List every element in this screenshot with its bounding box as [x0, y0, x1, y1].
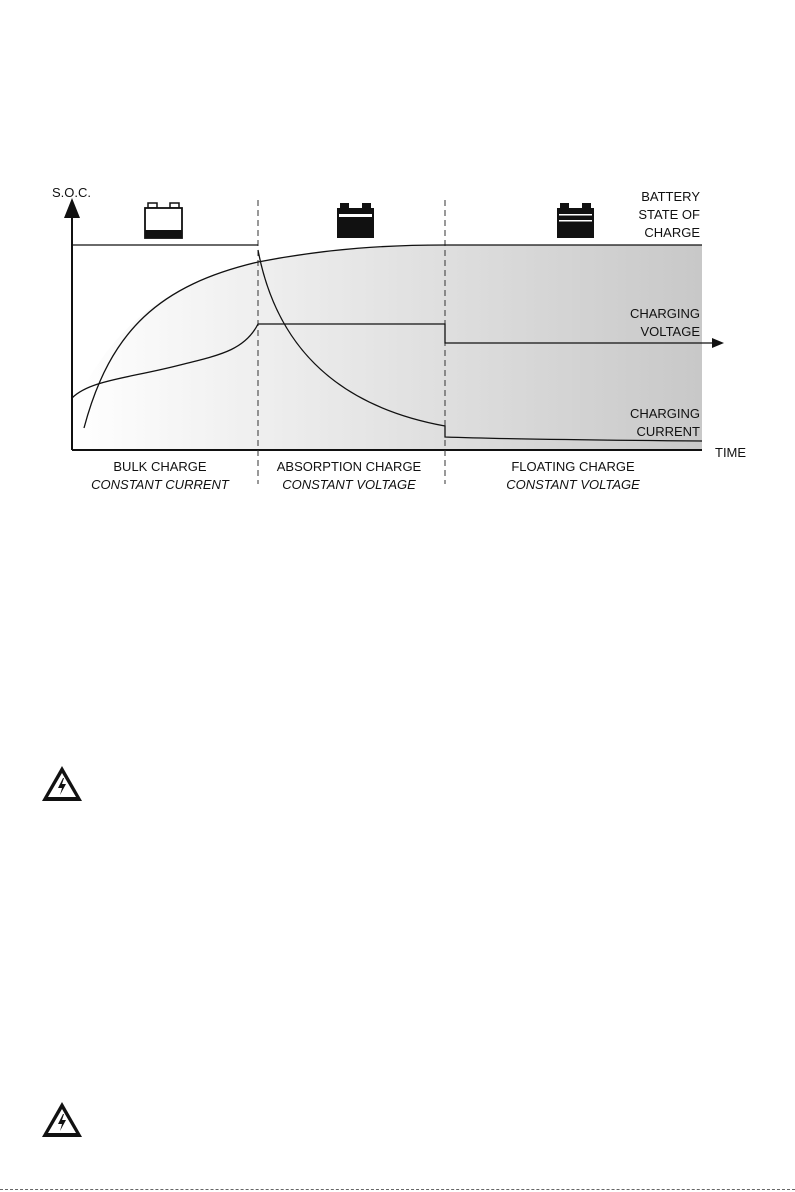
current-label-line-1: CHARGING — [629, 406, 700, 421]
current-label-line-2: CURRENT — [636, 424, 700, 439]
battery-icon-float — [557, 203, 594, 238]
soc-label-line-1: BATTERY — [641, 189, 700, 204]
battery-icon-absorption — [337, 203, 374, 238]
phase-mode-absorption: CONSTANT VOLTAGE — [282, 477, 416, 492]
phase-name-absorption: ABSORPTION CHARGE — [276, 459, 422, 474]
battery-icon-bulk — [145, 203, 182, 238]
electrical-hazard-icon — [40, 1100, 84, 1140]
phase-name-float: FLOATING CHARGE — [511, 459, 635, 474]
soc-label-line-3: CHARGE — [644, 225, 700, 240]
y-axis-arrow — [64, 198, 80, 218]
voltage-label-line-2: VOLTAGE — [640, 324, 700, 339]
charging-stages-diagram — [0, 0, 795, 520]
electrical-hazard-icon — [40, 764, 84, 804]
y-axis-label: S.O.C. — [52, 185, 92, 200]
soc-label-line-2: STATE OF — [638, 207, 700, 222]
x-axis-label: TIME — [715, 445, 747, 460]
phase-name-bulk: BULK CHARGE — [113, 459, 207, 474]
charge-shaded-area — [72, 245, 702, 450]
voltage-label-line-1: CHARGING — [629, 306, 700, 321]
voltage-arrowhead — [712, 338, 724, 348]
phase-mode-bulk: CONSTANT CURRENT — [91, 477, 229, 492]
page-bottom-rule — [0, 1189, 795, 1190]
phase-mode-float: CONSTANT VOLTAGE — [506, 477, 640, 492]
